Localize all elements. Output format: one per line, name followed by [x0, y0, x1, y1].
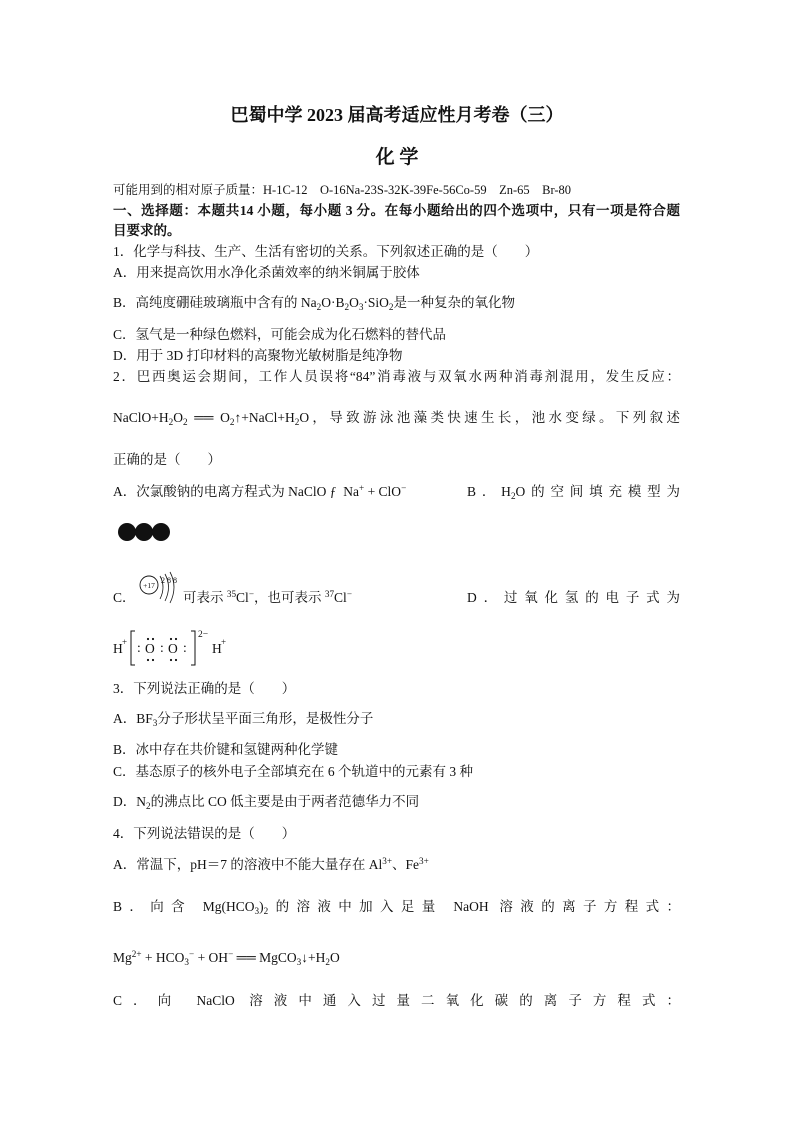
question-3-option-c: [113, 762, 473, 782]
subscript-text: 2: [229, 416, 235, 427]
superscript-text: 37: [324, 588, 335, 599]
text-run: 2．巴西奥运会期间，工作人员误将“84”消毒液与双氧水两种消毒剂混用，发生反应：: [113, 369, 680, 384]
question-1-option-a: [113, 263, 420, 283]
text-run: + HCO: [141, 950, 185, 965]
question-2-stem-end: [113, 450, 221, 470]
superscript-text: −: [228, 948, 234, 959]
hydrogen-charge: +: [221, 637, 227, 647]
superscript-text: 2+: [131, 948, 142, 959]
text-run: D．用于 3D 打印材料的高聚物光敏树脂是纯净物: [113, 348, 403, 363]
h2o-space-filling-model: [113, 521, 175, 543]
question-2-option-d: [467, 588, 680, 608]
peroxide-electron-formula: [110, 624, 234, 670]
question-4-stem: [113, 824, 295, 844]
question-3-option-b: [113, 740, 338, 760]
text-run: ↑+NaCl+H: [234, 410, 295, 425]
right-bracket: [191, 631, 195, 665]
text-run: B．向含 Mg(HCO: [113, 899, 255, 914]
text-run: D．过氧化氢的电子式为: [467, 590, 680, 605]
superscript-text: −: [346, 588, 352, 599]
superscript-text: 3+: [419, 855, 429, 866]
hydrogen-charge: +: [122, 637, 128, 647]
subscript-text: 2: [168, 416, 174, 427]
text-run: 4．下列说法错误的是（ ）: [113, 826, 296, 841]
superscript-text: −: [401, 482, 407, 493]
text-run: O: [173, 410, 183, 425]
hydrogen-symbol: H: [113, 641, 123, 656]
question-4-option-b: [113, 897, 680, 917]
text-run: B．H: [467, 484, 511, 499]
model-atom-circle: [118, 523, 136, 541]
hydrogen-symbol: H: [212, 641, 222, 656]
question-2-option-c-label: [113, 588, 136, 608]
shell-electron-count: 8: [173, 576, 177, 585]
question-1-stem: [113, 242, 538, 262]
question-1-option-d: [113, 346, 403, 366]
section-heading-line-2: 目要求的。: [113, 223, 181, 238]
model-atom-circle: [152, 523, 170, 541]
text-run: O: [349, 295, 359, 310]
subscript-text: 2: [510, 490, 516, 501]
question-1-option-c: [113, 325, 446, 345]
subscript-text: 2: [182, 416, 188, 427]
superscript-text: 35: [226, 588, 237, 599]
subscript-text: 2: [146, 800, 151, 811]
question-4-option-a: [113, 855, 429, 875]
text-run: O，导致游泳池藻类快速生长，池水变绿。下列叙述: [299, 410, 680, 425]
text-run: 的沸点比 CO 低主要是由于两者范德华力不同: [150, 794, 420, 809]
text-run: O: [329, 950, 340, 965]
superscript-text: +: [359, 482, 365, 493]
text-run: + ClO: [364, 484, 402, 499]
text-run: Cl: [236, 590, 249, 605]
shell-electron-count: 2: [161, 576, 165, 585]
subscript-text: 3: [254, 905, 260, 916]
subscript-text: 3: [184, 956, 189, 967]
oxygen-symbol: O: [168, 641, 178, 656]
subscript-text: 2: [325, 956, 330, 967]
subscript-text: 2: [316, 301, 322, 312]
subject-title: 化 学: [375, 147, 419, 168]
text-run: ↓+H: [301, 950, 326, 965]
text-run: Cl: [334, 590, 347, 605]
exam-title: 巴蜀中学 2023 届高考适应性月考卷（三）: [230, 105, 564, 125]
superscript-text: −: [248, 588, 254, 599]
text-run: + OH: [194, 950, 229, 965]
question-1-option-b: [113, 293, 515, 313]
question-3-option-d: [113, 792, 419, 812]
question-3-option-a: [113, 709, 373, 729]
text-run: ): [259, 899, 264, 914]
subscript-text: 2: [263, 905, 269, 916]
text-run: O·B: [321, 295, 345, 310]
text-run: C．向 NaClO 溶液中通入过量二氧化碳的离子方程式：: [113, 993, 680, 1008]
text-run: B．冰中存在共价键和氢键两种化学键: [113, 742, 339, 757]
text-run: 、Fe: [392, 857, 420, 872]
question-2-option-a: [113, 482, 406, 502]
question-3-stem: [113, 679, 295, 699]
question-2-option-c-text: [183, 588, 352, 608]
model-atom-circle: [135, 523, 153, 541]
text-run: A．BF: [113, 711, 153, 726]
text-run: O的空间填充模型为: [515, 484, 680, 499]
question-4-option-b-equation: [113, 948, 340, 968]
question-2-option-b: [467, 482, 680, 502]
text-run: C．: [113, 590, 136, 605]
text-run: NaClO+H: [113, 410, 169, 425]
text-run: 的溶液中加入足量 NaOH 溶液的离子方程式：: [268, 899, 680, 914]
subscript-text: 3: [152, 717, 158, 728]
electron-pair-colon: :: [137, 640, 141, 655]
text-run: B．高纯度硼硅玻璃瓶中含有的 Na: [113, 295, 317, 310]
text-run: 正确的是（ ）: [113, 452, 221, 467]
text-run: ══ MgCO: [233, 950, 297, 965]
subscript-text: 2: [344, 301, 350, 312]
atom-structure-diagram: [137, 566, 183, 604]
text-run: ══ O: [187, 410, 230, 425]
question-4-option-c: [113, 991, 680, 1011]
text-run: A．常温下，pH＝7 的溶液中不能大量存在 Al: [113, 857, 383, 872]
text-run: C．基态原子的核外电子全部填充在 6 个轨道中的元素有 3 种: [113, 764, 474, 779]
left-bracket: [131, 631, 135, 665]
text-run: 分子形状呈平面三角形，是极性分子: [157, 711, 374, 726]
subscript-text: 3: [358, 301, 364, 312]
text-run: A．次氯酸钠的电离方程式为 NaClO ƒ Na: [113, 484, 359, 499]
subscript-text: 3: [296, 956, 302, 967]
section-heading-line-1: 一、选择题：本题共14 小题，每小题 3 分。在每小题给出的四个选项中，只有一项是符合题: [113, 203, 680, 218]
oxygen-symbol: O: [145, 641, 155, 656]
text-run: 1．化学与科技、生产、生活有密切的关系。下列叙述正确的是（ ）: [113, 244, 539, 259]
electron-pair-colon: :: [160, 640, 164, 655]
question-2-stem: [113, 367, 680, 387]
text-run: D．N: [113, 794, 146, 809]
subscript-text: 2: [294, 416, 300, 427]
atomic-masses-note: 可能用到的相对原子质量：H-1C-12 O-16Na-23S-32K-39Fe-56Co-59 Zn-65 Br-80: [113, 183, 572, 197]
text-run: 是一种复杂的氧化物: [393, 295, 516, 310]
superscript-text: −: [189, 948, 195, 959]
electron-pair-colon: :: [183, 640, 187, 655]
text-run: 3．下列说法正确的是（ ）: [113, 681, 296, 696]
subscript-text: 2: [388, 301, 394, 312]
shell-electron-count: 8: [167, 576, 171, 585]
text-run: ，也可表示: [254, 590, 325, 605]
text-run: 可表示: [183, 590, 227, 605]
text-run: ·SiO: [363, 295, 389, 310]
text-run: Mg: [113, 950, 132, 965]
superscript-text: 3+: [382, 855, 393, 866]
text-run: A．用来提高饮用水净化杀菌效率的纳米铜属于胶体: [113, 265, 420, 280]
text-run: C．氢气是一种绿色燃料，可能会成为化石燃料的替代品: [113, 327, 447, 342]
nucleus-charge: +17: [143, 581, 155, 590]
ion-charge: 2−: [198, 630, 209, 640]
question-2-equation: [113, 408, 680, 428]
